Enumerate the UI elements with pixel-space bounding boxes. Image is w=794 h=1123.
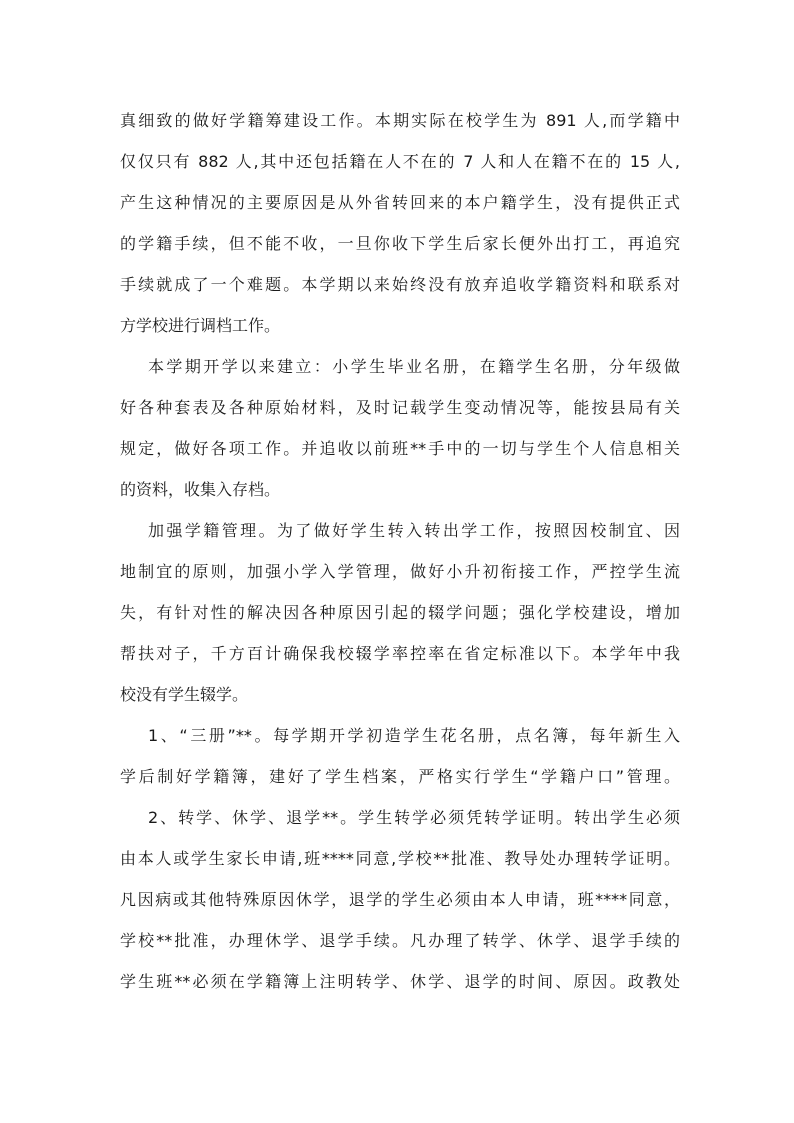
paragraph-start-line: 1、“三册”**。每学期开学初造学生花名册，点名簿，每年新生入 — [148, 726, 680, 745]
text-line: 的资料，收集入存档。 — [120, 480, 281, 499]
text-line: 好各种套表及各种原始材料，及时记载学生变动情况等，能按县局有关 — [120, 398, 680, 417]
text-line: 学生班**必须在学籍簿上注明转学、休学、退学的时间、原因。政教处 — [120, 972, 680, 991]
text-line: 失，有针对性的解决因各种原因引起的辍学问题；强化学校建设，增加 — [120, 603, 680, 622]
text-line: 真细致的做好学籍筹建设工作。本期实际在校学生为 891 人,而学籍中 — [120, 111, 680, 130]
paragraph-start-line: 加强学籍管理。为了做好学生转入转出学工作，按照因校制宜、因 — [148, 521, 680, 540]
text-line: 帮扶对子，千方百计确保我校辍学率控率在省定标准以下。本学年中我 — [120, 644, 680, 663]
text-line: 校没有学生辍学。 — [120, 685, 249, 704]
text-line: 地制宜的原则，加强小学入学管理，做好小升初衔接工作，严控学生流 — [120, 562, 680, 581]
paragraph-start-line: 2、转学、休学、退学**。学生转学必须凭转学证明。转出学生必须 — [148, 808, 680, 827]
text-line: 规定，做好各项工作。并追收以前班**手中的一切与学生个人信息相关 — [120, 439, 680, 458]
text-line: 方学校进行调档工作。 — [120, 316, 281, 335]
text-line: 产生这种情况的主要原因是从外省转回来的本户籍学生，没有提供正式 — [120, 193, 680, 212]
text-line: 学后制好学籍簿，建好了学生档案，严格实行学生“学籍户口”管理。 — [120, 767, 680, 786]
text-line: 仅仅只有 882 人,其中还包括籍在人不在的 7 人和人在籍不在的 15 人, — [120, 152, 680, 171]
text-line: 学校**批准，办理休学、退学手续。凡办理了转学、休学、退学手续的 — [120, 931, 680, 950]
text-line: 凡因病或其他特殊原因休学，退学的学生必须由本人申请，班****同意， — [120, 890, 680, 909]
text-line: 由本人或学生家长申请,班****同意,学校**批准、教导处办理转学证明。 — [120, 849, 680, 868]
body-text — [120, 100, 680, 1002]
text-line: 手续就成了一个难题。本学期以来始终没有放弃追收学籍资料和联系对 — [120, 275, 680, 294]
paragraph-start-line: 本学期开学以来建立：小学生毕业名册，在籍学生名册，分年级做 — [148, 357, 680, 376]
text-line: 的学籍手续，但不能不收，一旦你收下学生后家长便外出打工，再追究 — [120, 234, 680, 253]
